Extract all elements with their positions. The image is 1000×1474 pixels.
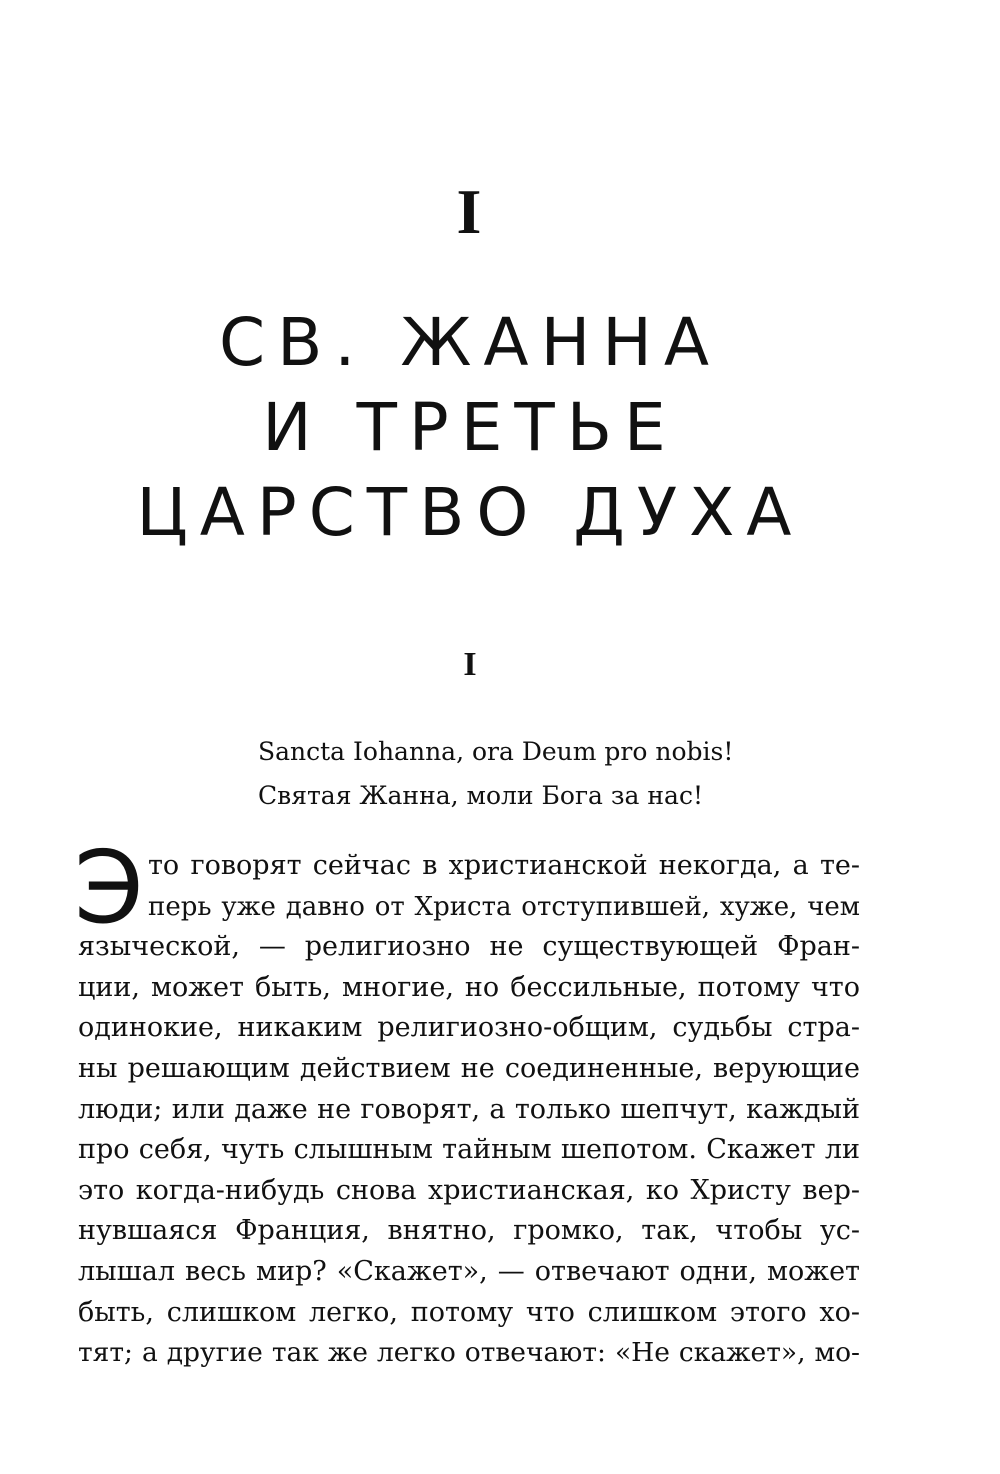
body-line: одинокие, никаким религиозно-общим, судьбы стра-	[78, 1012, 860, 1044]
body-line: ны решающим действием не соединенные, верующие	[78, 1052, 860, 1084]
body-line: тят; а другие так же легко отвечают: «Не скажет», мо-	[78, 1337, 860, 1369]
body-line: это когда-нибудь снова христианская, ко Христу вер-	[78, 1174, 860, 1206]
epigraph	[258, 730, 818, 818]
body-line: быть, слишком легко, потому что слишком этого хо-	[78, 1296, 860, 1328]
body-line: ции, может быть, многие, но бессильные, потому что	[78, 971, 860, 1003]
body-line: про себя, чуть слышным тайным шепотом. Скажет ли	[78, 1134, 860, 1166]
section-numeral: I	[463, 646, 477, 683]
body-line: то говорят сейчас в христианской некогда, а те-	[148, 850, 860, 881]
drop-cap: Э	[74, 829, 144, 946]
body-line: лышал весь мир? «Скажет», — отвечают одни, может	[78, 1255, 860, 1287]
body-line: языческой, — религиозно не существующей Фран-	[78, 931, 860, 963]
epigraph-russian: Святая Жанна, моли Бога за нас!	[258, 781, 704, 810]
chapter-title-line: И ТРЕТЬЕ	[262, 389, 678, 466]
body-line: люди; или даже не говорят, а только шепчут, каждый	[78, 1093, 860, 1125]
part-numeral: I	[456, 176, 484, 247]
chapter-title-line: СВ. ЖАННА	[219, 304, 721, 381]
body-line: нувшаяся Франция, внятно, громко, так, чтобы ус-	[78, 1215, 860, 1247]
chapter-title-line: ЦАРСТВО ДУХА	[136, 474, 804, 551]
chapter-title	[0, 300, 940, 555]
body-line: перь уже давно от Христа отступившей, хуже, чем	[148, 891, 860, 922]
epigraph-latin: Sancta Iohanna, ora Deum pro nobis!	[258, 737, 734, 766]
body-text	[78, 846, 860, 1374]
